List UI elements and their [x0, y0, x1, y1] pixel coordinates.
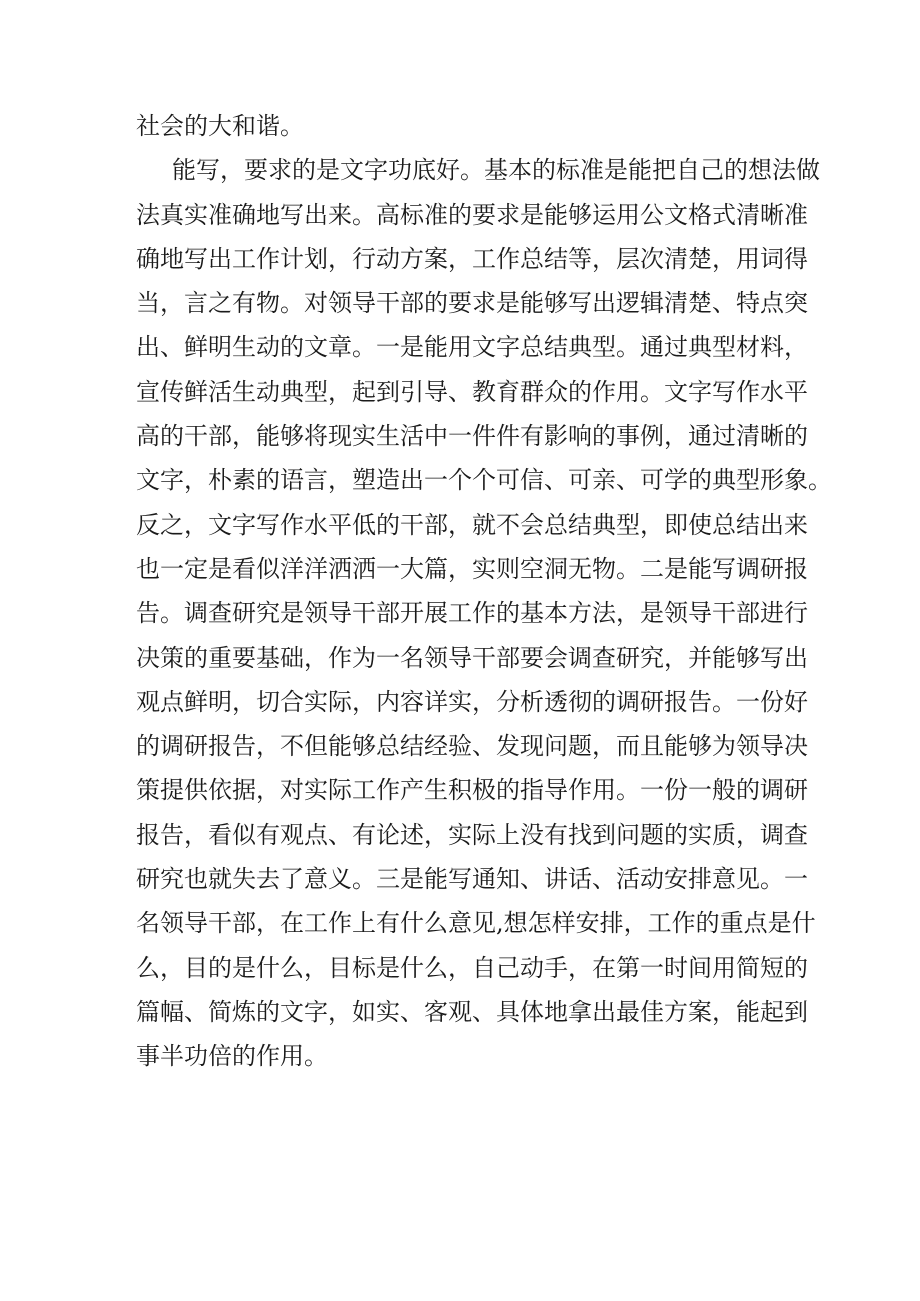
text-line: 确地写出工作计划，行动方案，工作总结等，层次清楚，用词得: [136, 244, 808, 273]
text-line: 宣传鲜活生动典型，起到引导、教育群众的作用。文字写作水平: [136, 377, 808, 406]
text-line: 决策的重要基础，作为一名领导干部要会调查研究，并能够写出: [136, 643, 808, 672]
text-line: 文字，朴素的语言，塑造出一个个可信、可亲、可学的典型形象。: [136, 466, 832, 495]
text-line: 反之，文字写作水平低的干部，就不会总结典型，即使总结出来: [136, 510, 808, 539]
text-line: 法真实准确地写出来。高标准的要求是能够运用公文格式清晰准: [136, 200, 808, 229]
text-line: 报告，看似有观点、有论述，实际上没有找到问题的实质，调查: [136, 820, 808, 849]
text-line: 告。调查研究是领导干部开展工作的基本方法，是领导干部进行: [136, 599, 808, 628]
text-line: 策提供依据，对实际工作产生积极的指导作用。一份一般的调研: [136, 776, 808, 805]
text-line: 的调研报告，不但能够总结经验、发现问题，而且能够为领导决: [136, 732, 808, 761]
text-line: 也一定是看似洋洋洒洒一大篇，实则空洞无物。二是能写调研报: [136, 554, 808, 583]
text-line: 能写，要求的是文字功底好。基本的标准是能把自己的想法做: [172, 156, 820, 185]
text-line: 事半功倍的作用。: [136, 1042, 328, 1071]
text-line: 名领导干部，在工作上有什么意见,想怎样安排，工作的重点是什: [136, 909, 816, 938]
body-text: [0, 104, 920, 1079]
text-line: 篇幅、简炼的文字，如实、客观、具体地拿出最佳方案，能起到: [136, 997, 808, 1026]
text-line: 研究也就失去了意义。三是能写通知、讲话、活动安排意见。一: [136, 865, 808, 894]
text-line: 么，目的是什么，目标是什么，自己动手，在第一时间用简短的: [136, 953, 808, 982]
text-line: 高的干部，能够将现实生活中一件件有影响的事例，通过清晰的: [136, 422, 808, 451]
text-line: 当，言之有物。对领导干部的要求是能够写出逻辑清楚、特点突: [136, 289, 808, 318]
text-line: 出、鲜明生动的文章。一是能用文字总结典型。通过典型材料，: [136, 333, 808, 362]
text-line: 观点鲜明，切合实际，内容详实，分析透彻的调研报告。一份好: [136, 687, 808, 716]
text-line: 社会的大和谐。: [136, 112, 304, 140]
